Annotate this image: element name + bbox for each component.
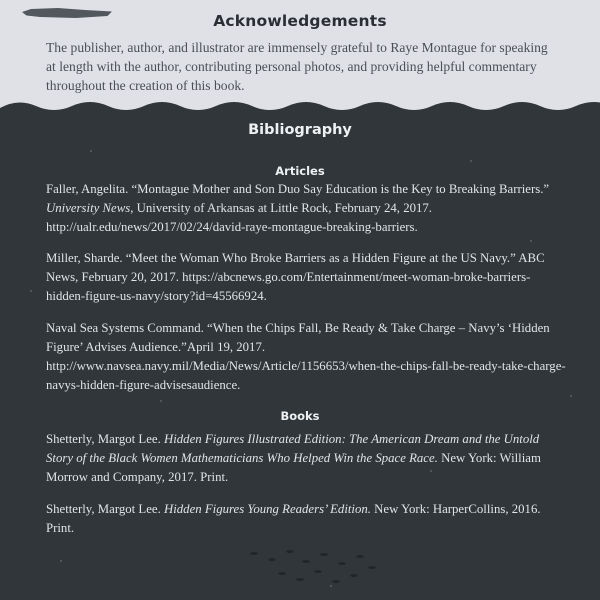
reference-author: Shetterly, Margot Lee.: [46, 502, 164, 516]
bibliography-title: Bibliography: [248, 122, 352, 138]
reference-publication: University News: [46, 201, 131, 215]
reference-text: Faller, Angelita. “Montague Mother and Son Duo Say Education is the Key to Breaking Barriers.”: [46, 182, 550, 196]
article-reference: [46, 319, 566, 395]
reference-text: Miller, Sharde. “Meet the Woman Who Broke Barriers as a Hidden Figure at the US Navy.” ABC News, February 20, 2017. https://abcnews.go.com/Entertainment/meet-woman-broke-barriers-hidden-figure-us-navy/story?id=45566924.: [46, 251, 545, 303]
reference-author: Shetterly, Margot Lee.: [46, 432, 164, 446]
article-reference: [46, 249, 566, 306]
reference-publisher: New York: William Morrow and Company, 2017. Print.: [46, 451, 541, 484]
reference-publisher: New York: HarperCollins, 2016. Print.: [46, 502, 541, 535]
books-heading: Books: [280, 409, 320, 423]
articles-heading: Articles: [275, 164, 325, 178]
reference-book-title: Hidden Figures Illustrated Edition: The American Dream and the Untold Story of the Black Women Mathematicians Who Helped Win the Space Race.: [46, 432, 540, 465]
acknowledgements-body: The publisher, author, and illustrator are immensely grateful to Raye Montague for speaking at length with the author, contributing personal photos, and providing helpful commentary throughout the creation of this book.: [46, 40, 548, 93]
book-reference: [46, 430, 566, 487]
reference-text-rest: , University of Arkansas at Little Rock, February 24, 2017. http://ualr.edu/news/2017/02/24/david-raye-montague-breaking-barriers.: [46, 201, 432, 234]
article-reference: [46, 180, 566, 237]
acknowledgements-title: Acknowledgements: [213, 12, 387, 30]
reference-book-title: Hidden Figures Young Readers’ Edition.: [163, 502, 371, 516]
reference-text: Naval Sea Systems Command. “When the Chips Fall, Be Ready & Take Charge – Navy’s ‘Hidden Figure’ Advises Audience.”April 19, 2017. http://www.navsea.navy.mil/Media/News/Article/1156653/when-the-chips-fall-be-ready-take-charge-navys-hidden-figure-advisesaudience.: [46, 321, 566, 392]
book-reference: [46, 500, 566, 538]
